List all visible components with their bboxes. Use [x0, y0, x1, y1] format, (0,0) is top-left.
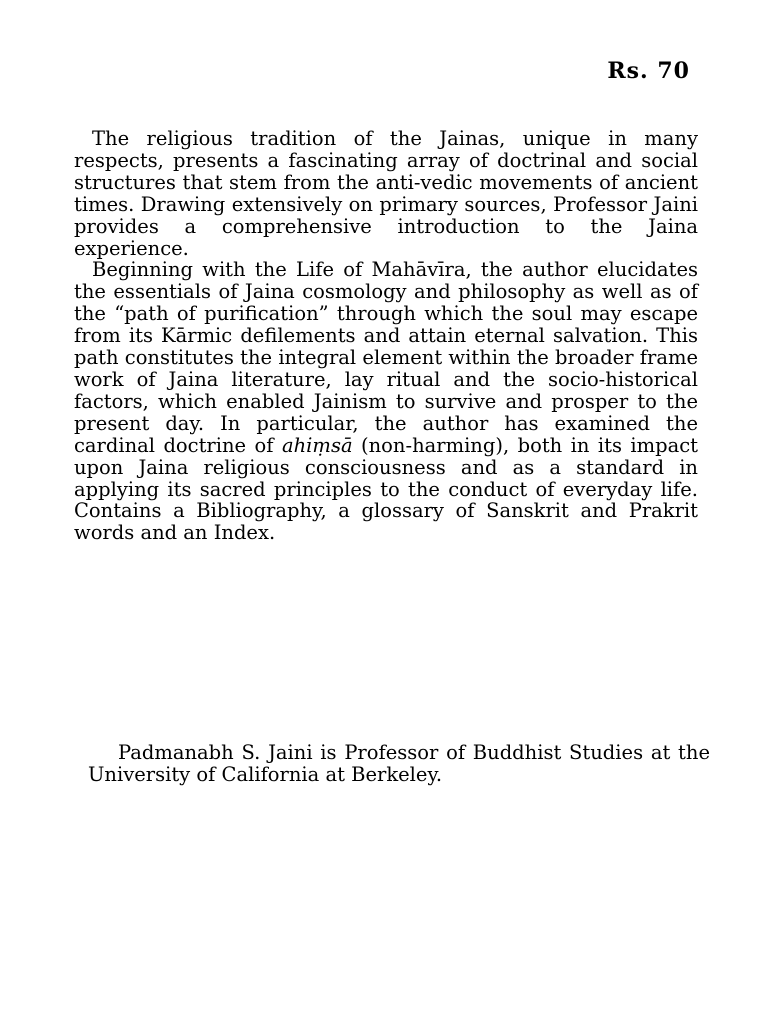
- description-paragraph-1: The religious tradition of the Jainas, unique in many respects, presents a fascinating array of doctrinal and social structures that stem from the anti-vedic movements of ancient times. Drawing extensively on primary sources, Professor Jaini provides a comprehensive introduction to the Jaina experience.: [74, 127, 698, 260]
- description-text-before-term: Beginning with the Life of Mahāvīra, the author elucidates the essentials of Jaina cosmology and philosophy as well as of the “path of purification” through which the soul may escape from its Kārmic defilements and attain eternal salvation. This path constitutes the integral element within the broader frame work of Jaina literature, lay ritual and the socio-historical factors, which enabled Jainism to survive and prosper to the present day. In particular, the author has examined the cardinal doctrine of: [74, 258, 698, 457]
- author-note-paragraph: Padmanabh S. Jaini is Professor of Buddhist Studies at the University of California at Berkeley.: [88, 741, 710, 786]
- description-paragraph-2: [74, 259, 698, 544]
- book-description: [74, 128, 698, 544]
- author-biography: [88, 742, 710, 786]
- italic-term-ahimsa: ahiṃsā: [281, 433, 353, 457]
- price-label: Rs. 70: [607, 58, 690, 84]
- description-text-after-term: (non-harming), both in its impact upon Jaina religious consciousness and as a standard in applying its sacred principles to the conduct of everyday life. Contains a Bibliography, a glossary of Sanskrit and Prakrit words and an Index.: [74, 433, 699, 545]
